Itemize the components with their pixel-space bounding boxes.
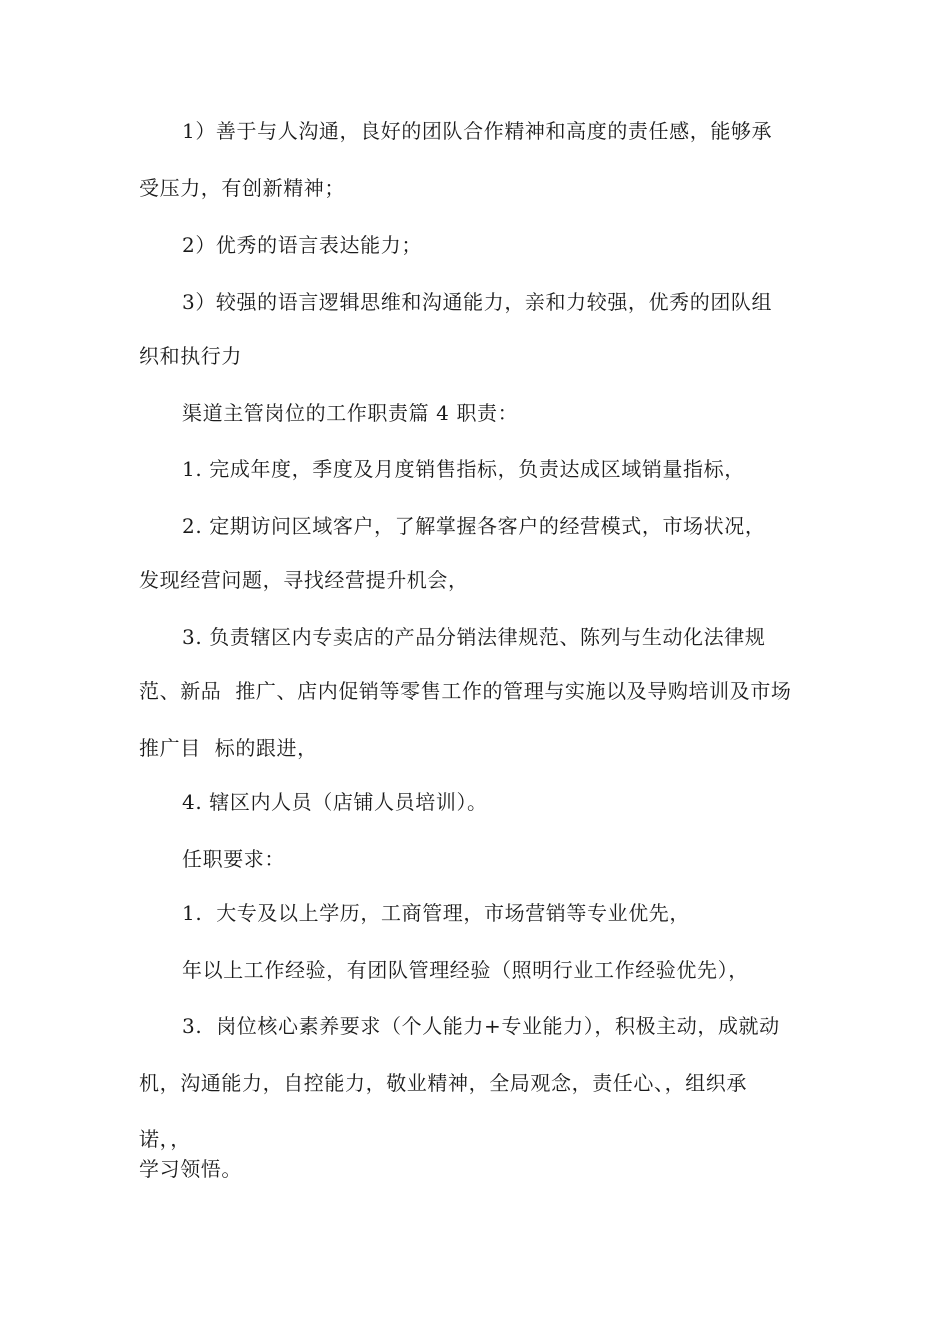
text-line: 受压力，有创新精神； <box>139 176 345 200</box>
text-line: 1. 大专及以上学历，工商管理，市场营销等专业优先， <box>182 901 690 925</box>
text-line: 推广目 标的跟进， <box>139 736 318 760</box>
text-line: 诺，， <box>139 1127 191 1151</box>
text-line: 年以上工作经验，有团队管理经验（照明行业工作经验优先）， <box>182 958 749 982</box>
text-line: 3. 岗位核心素养要求（个人能力+专业能力），积极主动，成就动 <box>182 1014 780 1038</box>
section-heading: 渠道主管岗位的工作职责篇 4 职责： <box>182 401 519 425</box>
text-line: 2）优秀的语言表达能力； <box>182 233 422 257</box>
text-line: 2. 定期访问区域客户，了解掌握各客户的经营模式，市场状况， <box>182 514 766 538</box>
text-line: 1）善于与人沟通，良好的团队合作精神和高度的责任感，能够承 <box>182 119 773 143</box>
text-line: 1. 完成年度，季度及月度销售指标，负责达成区域销量指标， <box>182 457 745 481</box>
text-line: 学习领悟。 <box>139 1157 242 1181</box>
subheading: 任职要求： <box>182 847 285 871</box>
text-line: 3. 负责辖区内专卖店的产品分销法律规范、陈列与生动化法律规 <box>182 625 766 649</box>
text-line: 发现经营问题，寻找经营提升机会， <box>139 568 469 592</box>
text-line: 机，沟通能力，自控能力，敬业精神，全局观念，责任心、，组织承 <box>139 1071 747 1095</box>
text-line: 3）较强的语言逻辑思维和沟通能力，亲和力较强，优秀的团队组 <box>182 290 773 314</box>
text-line: 范、新品 推广、店内促销等零售工作的管理与实施以及导购培训及市场 <box>139 679 792 703</box>
text-line: 织和执行力 <box>139 344 242 368</box>
text-line: 4. 辖区内人员（店铺人员培训）。 <box>182 790 488 814</box>
